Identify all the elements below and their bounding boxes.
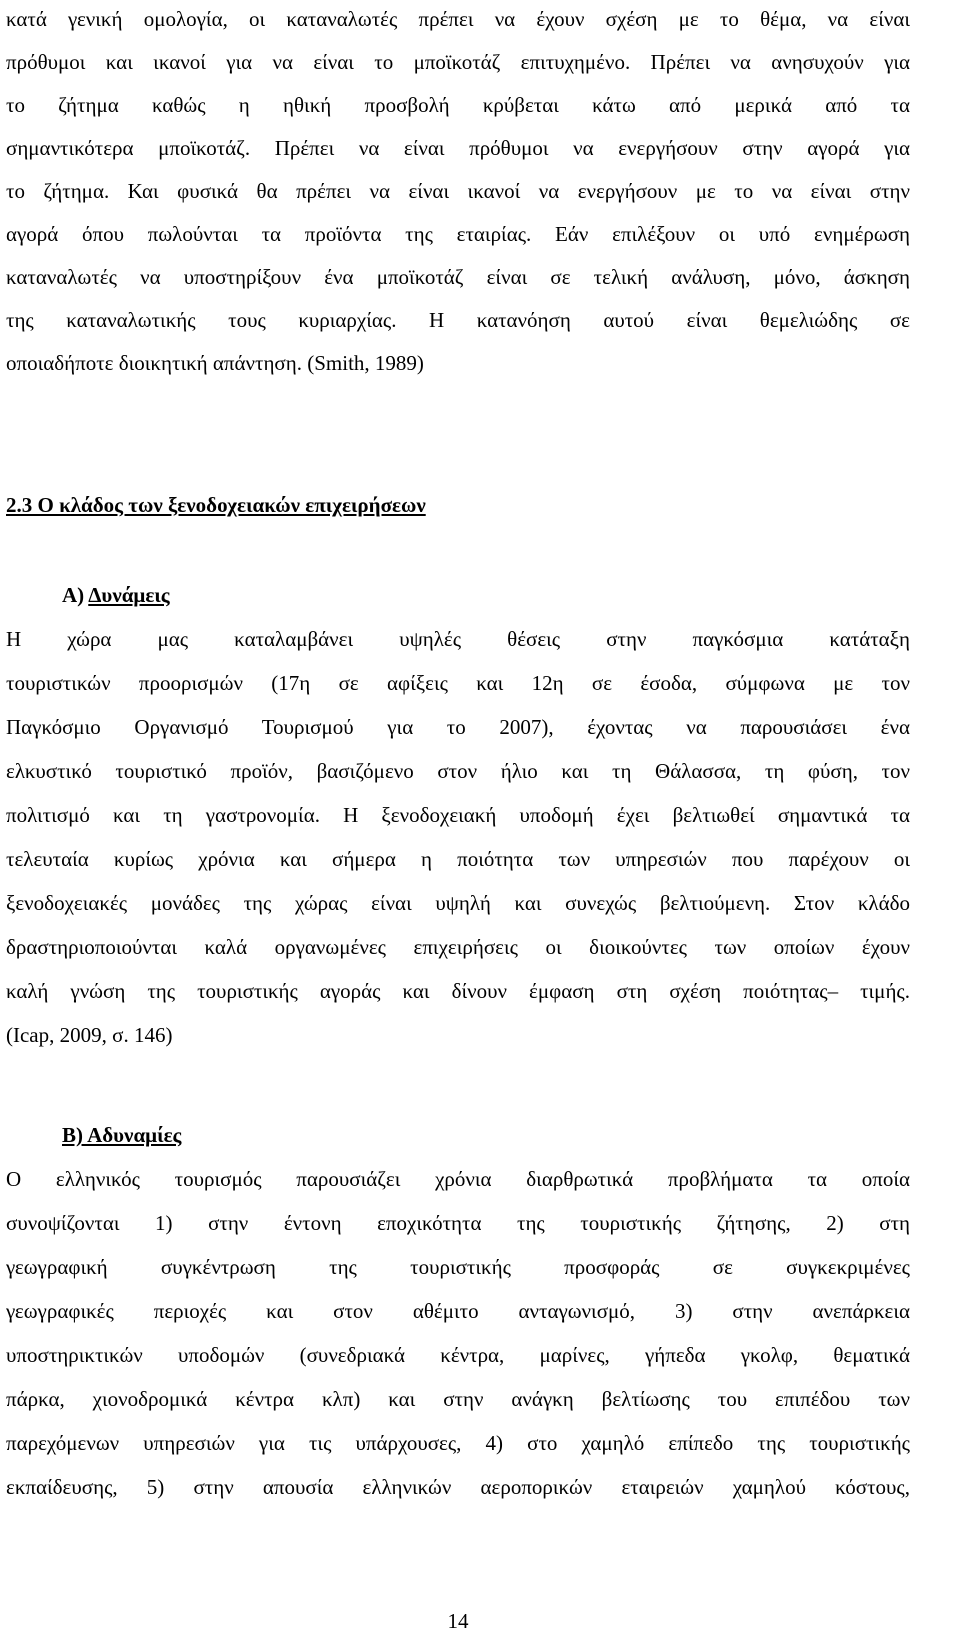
paragraph-line: αγορά όπου πωλούνται τα προϊόντα της εταιρίας. Εάν επιλέξουν οι υπό ενημέρωση [6, 222, 910, 246]
strengths-title: Δυνάμεις [88, 583, 170, 607]
paragraph-line: (Icap, 2009, σ. 146) [6, 1023, 173, 1047]
paragraph-line: οποιαδήποτε διοικητική απάντηση. (Smith, 1989) [6, 351, 424, 375]
paragraph-line: Παγκόσμιο Οργανισμό Τουρισμού για το 2007), έχοντας να παρουσιάσει ένα [6, 715, 910, 739]
paragraph-line: παρεχόμενων υπηρεσιών για τις υπάρχουσες, 4) στο χαμηλό επίπεδο της τουριστικής [6, 1431, 910, 1455]
paragraph-line: γεωγραφική συγκέντρωση της τουριστικής προσφοράς σε συγκεκριμένες [6, 1255, 910, 1279]
paragraph-line: ξενοδοχειακές μονάδες της χώρας είναι υψηλή και συνεχώς βελτιούμενη. Στον κλάδο [6, 891, 910, 915]
paragraph-line: καλή γνώση της τουριστικής αγοράς και δίνουν έμφαση στη σχέση ποιότητας– τιμής. [6, 979, 910, 1003]
paragraph-line: της καταναλωτικής τους κυριαρχίας. Η κατανόηση αυτού είναι θεμελιώδης σε [6, 308, 910, 332]
paragraph-line: το ζήτημα καθώς η ηθική προσβολή κρύβεται κάτω από μερικά από τα [6, 93, 910, 117]
weaknesses-title: Β) Αδυναμίες [62, 1123, 182, 1147]
paragraph-line: σημαντικότερα μποϊκοτάζ. Πρέπει να είναι πρόθυμοι να ενεργήσουν στην αγορά για [6, 136, 910, 160]
strengths-prefix: Α) [62, 583, 89, 607]
strengths-heading [62, 580, 170, 610]
document-page [6, 0, 910, 1647]
page-number: 14 [447, 1609, 469, 1633]
paragraph-line: υποστηρικτικών υποδομών (συνεδριακά κέντρα, μαρίνες, γήπεδα γκολφ, θεματικά [6, 1343, 910, 1367]
paragraph-line: πολιτισμό και τη γαστρονομία. Η ξενοδοχειακή υποδομή έχει βελτιωθεί σημαντικά τα [6, 803, 910, 827]
paragraph-line: συνοψίζονται 1) στην έντονη εποχικότητα της τουριστικής ζήτησης, 2) στη [6, 1211, 910, 1235]
weaknesses-heading [62, 1120, 181, 1150]
paragraph-line: τελευταία κυρίως χρόνια και σήμερα η ποιότητα των υπηρεσιών που παρέχουν οι [6, 847, 910, 871]
paragraph-line: ελκυστικό τουριστικό προϊόν, βασιζόμενο στον ήλιο και τη Θάλασσα, τη φύση, τον [6, 759, 910, 783]
paragraph-line: Ο ελληνικός τουρισμός παρουσιάζει χρόνια διαρθρωτικά προβλήματα τα οποία [6, 1167, 910, 1191]
paragraph-line: εκπαίδευσης, 5) στην απουσία ελληνικών αεροπορικών εταιρειών χαμηλού κόστους, [6, 1475, 910, 1499]
paragraph-line: δραστηριοποιούνται καλά οργανωμένες επιχειρήσεις οι διοικούντες των οποίων έχουν [6, 935, 910, 959]
paragraph-line: πρόθυμοι και ικανοί για να είναι το μποϊκοτάζ επιτυχημένο. Πρέπει να ανησυχούν για [6, 50, 910, 74]
paragraph-line: πάρκα, χιονοδρομικά κέντρα κλπ) και στην ανάγκη βελτίωσης του επιπέδου των [6, 1387, 910, 1411]
paragraph-line: καταναλωτές να υποστηρίξουν ένα μποϊκοτάζ είναι σε τελική ανάλυση, μόνο, άσκηση [6, 265, 910, 289]
paragraph-line: τουριστικών προορισμών (17η σε αφίξεις και 12η σε έσοδα, σύμφωνα με τον [6, 671, 910, 695]
paragraph-line: το ζήτημα. Και φυσικά θα πρέπει να είναι ικανοί να ενεργήσουν με το να είναι στην [6, 179, 910, 203]
section-heading: 2.3 Ο κλάδος των ξενοδοχειακών επιχειρήσεων [6, 493, 426, 517]
paragraph-line: γεωγραφικές περιοχές και στον αθέμιτο ανταγωνισμό, 3) στην ανεπάρκεια [6, 1299, 910, 1323]
paragraph-line: Η χώρα μας καταλαμβάνει υψηλές θέσεις στην παγκόσμια κατάταξη [6, 627, 910, 651]
paragraph-line: κατά γενική ομολογία, οι καταναλωτές πρέπει να έχουν σχέση με το θέμα, να είναι [6, 7, 910, 31]
